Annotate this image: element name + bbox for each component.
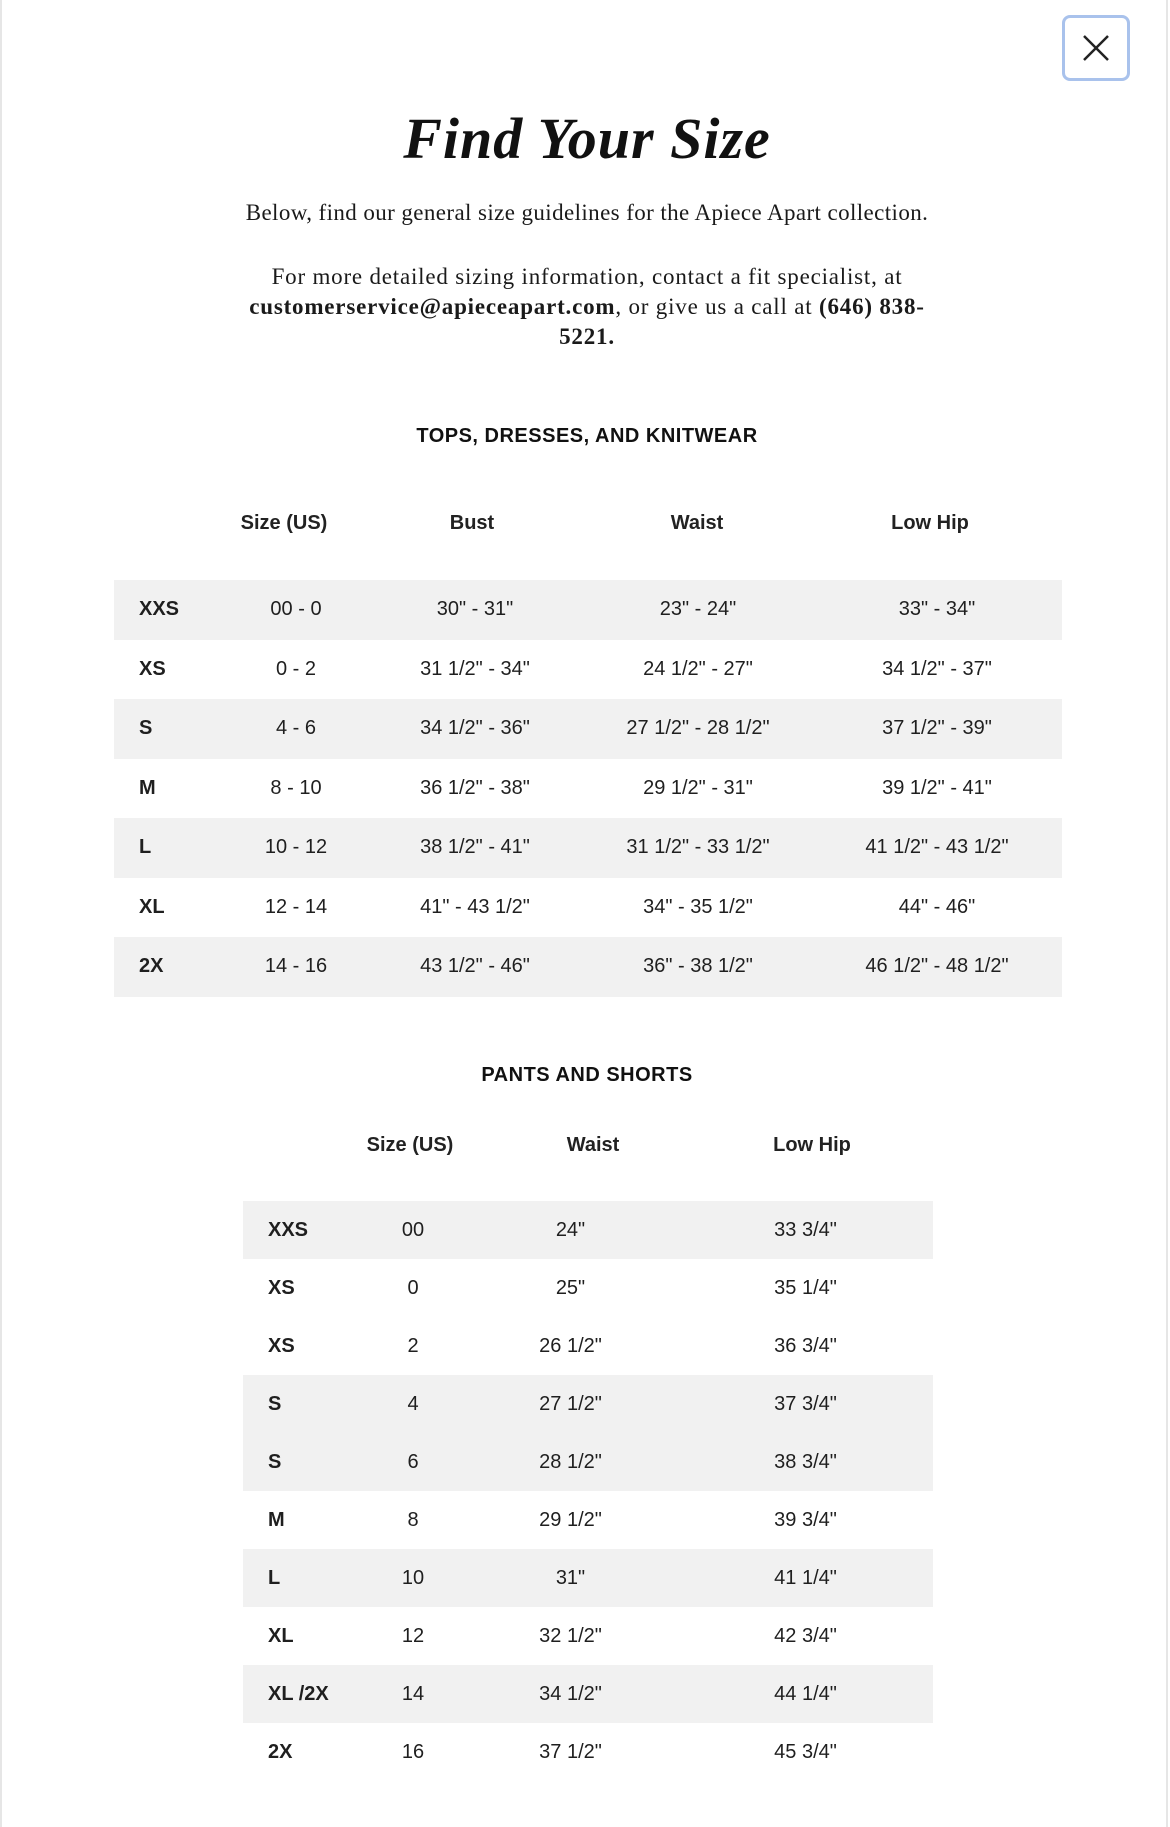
tops-cell-waist: 24 1/2" - 27" (643, 657, 753, 680)
tops-cell-label: XXS (114, 580, 226, 640)
intro-text: Below, find our general size guidelines for the Apiece Apart collection. (245, 200, 929, 225)
pants-table-row (243, 1375, 933, 1433)
pants-cell-size: 16 (401, 1740, 425, 1763)
tops-table-row (114, 818, 1062, 878)
pants-cell-waist: 37 1/2" (539, 1740, 602, 1763)
pants-cell-label: M (268, 1508, 285, 1531)
pants-cell-size: 0 (407, 1276, 419, 1299)
pants-table-row (243, 1433, 933, 1491)
tops-cell-hip: 39 1/2" - 41" (882, 776, 992, 799)
tops-cell-waist: 34" - 35 1/2" (643, 895, 753, 918)
pants-cell-label: XS (268, 1334, 295, 1357)
tops-cell-waist: 31 1/2" - 33 1/2" (584, 818, 812, 878)
tops-header-low-hip: Low Hip (891, 512, 969, 534)
tops-cell-bust: 38 1/2" - 41" (366, 818, 584, 878)
tops-cell-label: XS (139, 657, 166, 680)
pants-table-row (243, 1607, 933, 1665)
tops-cell-waist: 23" - 24" (584, 580, 812, 640)
pants-cell-hip: 35 1/4" (774, 1276, 837, 1299)
pants-cell-hip: 39 3/4" (774, 1508, 837, 1531)
pants-cell-size: 14 (363, 1665, 463, 1723)
pants-cell-hip: 45 3/4" (774, 1740, 837, 1763)
contact-middle: , or give us a call at (615, 294, 813, 319)
pants-cell-waist: 24" (463, 1201, 678, 1259)
tops-cell-bust: 41" - 43 1/2" (420, 895, 530, 918)
tops-cell-size: 8 - 10 (270, 776, 322, 799)
pants-table-row (243, 1317, 933, 1375)
tops-cell-label: XL (139, 895, 165, 918)
contact-phone-link[interactable]: (646) 838-5221 (559, 294, 925, 349)
pants-header-low-hip: Low Hip (773, 1134, 851, 1156)
tops-header-size: Size (US) (240, 512, 328, 534)
tops-cell-hip: 41 1/2" - 43 1/2" (812, 818, 1062, 878)
pants-header-size: Size (US) (366, 1134, 454, 1156)
pants-table-row (243, 1201, 933, 1259)
pants-cell-label: L (243, 1549, 363, 1607)
tops-header-bust: Bust (449, 512, 495, 534)
pants-cell-waist: 29 1/2" (539, 1508, 602, 1531)
pants-cell-hip: 33 3/4" (678, 1201, 933, 1259)
pants-cell-label: 2X (268, 1740, 293, 1763)
pants-cell-label: S (243, 1375, 363, 1433)
tops-table-row (114, 580, 1062, 640)
contact-email-link[interactable]: customerservice@apieceapart.com (249, 294, 616, 319)
pants-cell-label: XL (268, 1624, 294, 1647)
pants-cell-size: 12 (401, 1624, 425, 1647)
tops-cell-label: 2X (114, 937, 226, 997)
tops-cell-bust: 31 1/2" - 34" (420, 657, 530, 680)
pants-cell-label: XS (268, 1276, 295, 1299)
tops-cell-waist: 29 1/2" - 31" (643, 776, 753, 799)
pants-cell-waist: 31" (463, 1549, 678, 1607)
pants-cell-hip: 44 1/4" (678, 1665, 933, 1723)
tops-table-row (114, 878, 1062, 938)
pants-cell-hip: 42 3/4" (774, 1624, 837, 1647)
pants-cell-waist: 27 1/2" (463, 1375, 678, 1433)
contact-text (237, 262, 937, 352)
pants-size-table (243, 1201, 933, 1781)
tops-cell-waist: 27 1/2" - 28 1/2" (584, 699, 812, 759)
tops-cell-hip: 44" - 46" (898, 895, 976, 918)
tops-cell-bust: 30" - 31" (366, 580, 584, 640)
close-button[interactable] (1062, 15, 1130, 81)
tops-cell-size: 14 - 16 (226, 937, 366, 997)
pants-cell-size: 6 (363, 1433, 463, 1491)
tops-table-row (114, 699, 1062, 759)
tops-cell-size: 0 - 2 (275, 657, 317, 680)
tops-cell-size: 4 - 6 (226, 699, 366, 759)
tops-size-table (114, 580, 1062, 997)
pants-header-waist: Waist (566, 1134, 620, 1156)
tops-header-waist: Waist (670, 512, 724, 534)
tops-section-title: TOPS, DRESSES, AND KNITWEAR (416, 425, 758, 447)
tops-cell-size: 12 - 14 (264, 895, 328, 918)
pants-cell-waist: 34 1/2" (463, 1665, 678, 1723)
pants-table-row (243, 1723, 933, 1781)
tops-cell-hip: 37 1/2" - 39" (812, 699, 1062, 759)
tops-table-row (114, 640, 1062, 700)
pants-table-row (243, 1491, 933, 1549)
pants-cell-waist: 32 1/2" (539, 1624, 602, 1647)
page-title: Find Your Size (403, 106, 771, 171)
pants-table-row (243, 1259, 933, 1317)
tops-cell-hip: 34 1/2" - 37" (882, 657, 992, 680)
tops-cell-waist: 36" - 38 1/2" (584, 937, 812, 997)
pants-cell-label: S (243, 1433, 363, 1491)
contact-prefix: For more detailed sizing information, contact a fit specialist, at (271, 264, 903, 289)
close-icon (1080, 32, 1112, 64)
tops-cell-bust: 34 1/2" - 36" (366, 699, 584, 759)
tops-cell-size: 10 - 12 (226, 818, 366, 878)
pants-cell-size: 8 (407, 1508, 419, 1531)
tops-cell-bust: 43 1/2" - 46" (366, 937, 584, 997)
pants-cell-label: XL /2X (243, 1665, 363, 1723)
pants-cell-waist: 25" (555, 1276, 586, 1299)
tops-table-row (114, 759, 1062, 819)
tops-cell-hip: 46 1/2" - 48 1/2" (812, 937, 1062, 997)
pants-cell-waist: 28 1/2" (463, 1433, 678, 1491)
pants-cell-label: XXS (243, 1201, 363, 1259)
pants-section-title: PANTS AND SHORTS (481, 1064, 693, 1086)
pants-table-row (243, 1549, 933, 1607)
pants-cell-hip: 41 1/4" (678, 1549, 933, 1607)
tops-cell-label: S (114, 699, 226, 759)
tops-cell-bust: 36 1/2" - 38" (420, 776, 530, 799)
pants-table-row (243, 1665, 933, 1723)
tops-cell-size: 00 - 0 (226, 580, 366, 640)
tops-table-row (114, 937, 1062, 997)
pants-cell-size: 00 (363, 1201, 463, 1259)
tops-cell-label: L (114, 818, 226, 878)
contact-suffix: . (608, 324, 615, 349)
pants-cell-hip: 37 3/4" (678, 1375, 933, 1433)
tops-cell-hip: 33" - 34" (812, 580, 1062, 640)
pants-cell-size: 10 (363, 1549, 463, 1607)
pants-cell-size: 2 (407, 1334, 419, 1357)
pants-cell-size: 4 (363, 1375, 463, 1433)
pants-cell-waist: 26 1/2" (539, 1334, 602, 1357)
pants-cell-hip: 38 3/4" (678, 1433, 933, 1491)
tops-cell-label: M (139, 776, 156, 799)
pants-cell-hip: 36 3/4" (774, 1334, 837, 1357)
